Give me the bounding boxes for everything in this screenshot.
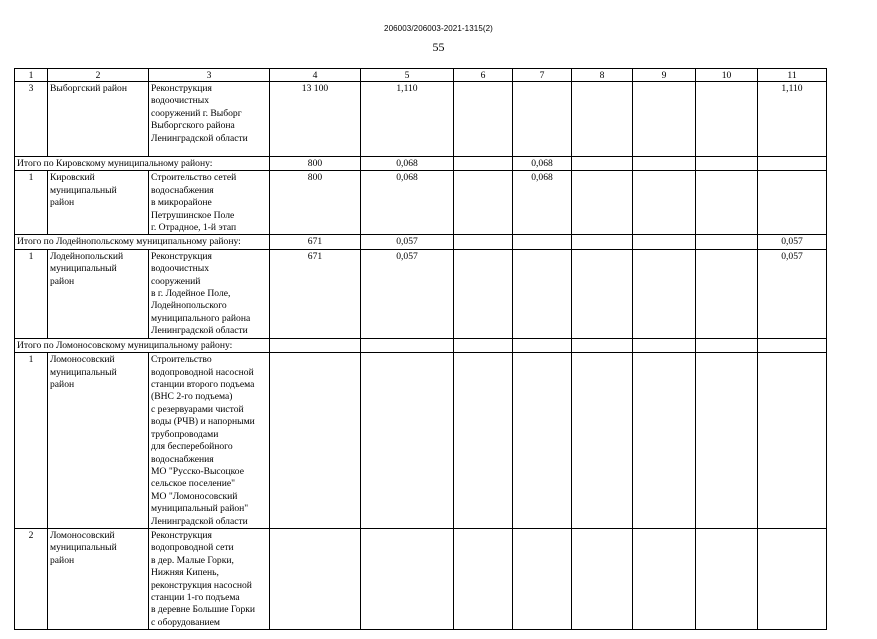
cell-col6 [454, 157, 513, 171]
cell-line: в дер. Малые Горки, [151, 554, 234, 566]
cell-line: Петрушинское Поле [151, 209, 235, 221]
table-row [15, 82, 827, 157]
cell-col8 [572, 157, 633, 171]
cell-col11 [758, 157, 827, 171]
column-header: 8 [572, 69, 633, 82]
cell-line: Строительство [151, 354, 212, 366]
cell-line: Лодейнопольского [151, 300, 227, 312]
cell-col10 [696, 82, 758, 157]
cell-line: МО "Русско-Высоцкое [151, 465, 244, 477]
row-number: 1 [15, 249, 48, 338]
description-cell [149, 82, 270, 157]
cell-col5: 1,110 [361, 82, 454, 157]
cell-col8 [572, 338, 633, 352]
cell-col11 [758, 338, 827, 352]
cell-line: Реконструкция [151, 250, 212, 262]
column-header: 1 [15, 69, 48, 82]
table-row [15, 171, 827, 235]
cell-line: в г. Лодейное Поле, [151, 288, 231, 300]
cell-line: район [50, 275, 75, 287]
cell-line: Ломоносовский [50, 354, 115, 366]
table-row [15, 353, 827, 529]
page-number: 55 [432, 40, 445, 54]
cell-col10 [696, 235, 758, 249]
cell-col9 [633, 157, 696, 171]
column-header: 6 [454, 69, 513, 82]
subtotal-row [15, 157, 827, 171]
cell-col7: 0,068 [513, 157, 572, 171]
cell-line: с оборудованием [151, 616, 220, 628]
cell-col11: 0,057 [758, 249, 827, 338]
row-number: 1 [15, 353, 48, 529]
cell-line: сельское поселение" [151, 478, 236, 490]
cell-line: муниципальный [50, 366, 117, 378]
description-cell [149, 528, 270, 629]
column-header: 3 [149, 69, 270, 82]
cell-line: водоочистных [151, 263, 209, 275]
table-row [15, 528, 827, 629]
cell-line: Ломоносовский [50, 529, 115, 541]
cell-line: в микрорайоне [151, 197, 212, 209]
cell-line: Реконструкция [151, 83, 212, 94]
cell-col4 [270, 338, 361, 352]
cell-line: водопроводной сети [151, 542, 234, 554]
cell-col8 [572, 249, 633, 338]
cell-col10 [696, 157, 758, 171]
cell-col7: 0,068 [513, 171, 572, 235]
cell-line: с резервуарами чистой [151, 403, 244, 415]
cell-line: водопроводной насосной [151, 366, 254, 378]
cell-col4 [270, 353, 361, 529]
cell-line: трубопроводами [151, 428, 219, 440]
subtotal-label: Итого по Кировскому муниципальному району: [15, 157, 270, 171]
cell-col7 [513, 528, 572, 629]
cell-col7 [513, 353, 572, 529]
cell-col4: 800 [270, 171, 361, 235]
cell-col6 [454, 171, 513, 235]
cell-col11 [758, 171, 827, 235]
cell-col8 [572, 235, 633, 249]
description-cell [149, 249, 270, 338]
cell-col5: 0,068 [361, 171, 454, 235]
cell-col6 [454, 235, 513, 249]
cell-col9 [633, 235, 696, 249]
cell-col8 [572, 82, 633, 157]
cell-line: МО "Ломоносовский [151, 490, 238, 502]
cell-line: станции второго подъема [151, 379, 255, 391]
subtotal-row [15, 235, 827, 249]
district-cell [48, 171, 149, 235]
cell-line: Выборгский район [50, 83, 127, 94]
cell-line: г. Отрадное, 1-й этап [151, 222, 237, 234]
column-header: 11 [758, 69, 827, 82]
cell-col7 [513, 82, 572, 157]
cell-line: водоочистных [151, 95, 209, 107]
column-header: 2 [48, 69, 149, 82]
cell-line: Ленинградской области [151, 132, 248, 144]
cell-line: Кировский [50, 172, 95, 184]
cell-line: сооружений г. Выборг [151, 107, 242, 119]
cell-line: водоснабжения [151, 453, 214, 465]
cell-col9 [633, 171, 696, 235]
cell-col6 [454, 82, 513, 157]
cell-col7 [513, 235, 572, 249]
cell-col4: 671 [270, 249, 361, 338]
cell-line: муниципальный [50, 263, 117, 275]
cell-col11 [758, 528, 827, 629]
cell-col4: 13 100 [270, 82, 361, 157]
district-cell [48, 528, 149, 629]
subtotal-label: Итого по Ломоносовскому муниципальному району: [15, 338, 270, 352]
column-header: 9 [633, 69, 696, 82]
cell-col6 [454, 353, 513, 529]
cell-col8 [572, 353, 633, 529]
cell-col6 [454, 338, 513, 352]
description-cell [149, 353, 270, 529]
cell-line: район [50, 197, 75, 209]
cell-col9 [633, 353, 696, 529]
cell-col10 [696, 338, 758, 352]
cell-col5 [361, 338, 454, 352]
cell-line: водоснабжения [151, 184, 214, 196]
cell-col11: 0,057 [758, 235, 827, 249]
cell-col9 [633, 249, 696, 338]
column-header: 4 [270, 69, 361, 82]
cell-col10 [696, 249, 758, 338]
cell-col7 [513, 338, 572, 352]
cell-col5: 0,068 [361, 157, 454, 171]
cell-col4 [270, 528, 361, 629]
cell-line: муниципальный район" [151, 503, 249, 515]
row-number: 1 [15, 171, 48, 235]
row-number: 2 [15, 528, 48, 629]
cell-line: сооружений [151, 275, 201, 287]
row-number: 3 [15, 82, 48, 157]
data-table [14, 68, 827, 630]
cell-line: (ВНС 2-го подъема) [151, 391, 233, 403]
cell-line: в деревне Большие Горки [151, 604, 256, 616]
cell-line: станции 1-го подъема [151, 591, 240, 603]
cell-line: воды (РЧВ) и напорными [151, 416, 255, 428]
cell-col5: 0,057 [361, 249, 454, 338]
cell-col4: 671 [270, 235, 361, 249]
document-id: 206003/206003-2021-1315(2) [384, 24, 493, 33]
district-cell [48, 82, 149, 157]
cell-line: реконструкция насосной [151, 579, 252, 591]
cell-col4: 800 [270, 157, 361, 171]
cell-col9 [633, 82, 696, 157]
district-cell [48, 353, 149, 529]
cell-line: Лодейнопольский [50, 250, 124, 262]
table-row [15, 249, 827, 338]
cell-line: район [50, 379, 75, 391]
cell-col9 [633, 528, 696, 629]
cell-col7 [513, 249, 572, 338]
cell-line: муниципальный [50, 184, 117, 196]
cell-line: для бесперебойного [151, 441, 233, 453]
cell-line: Строительство сетей [151, 172, 237, 184]
cell-col10 [696, 171, 758, 235]
cell-col11 [758, 353, 827, 529]
cell-col5 [361, 528, 454, 629]
cell-line: муниципального района [151, 312, 251, 324]
cell-line: Нижняя Кипень, [151, 567, 219, 579]
column-header: 5 [361, 69, 454, 82]
cell-line: Реконструкция [151, 529, 212, 541]
cell-col6 [454, 528, 513, 629]
cell-line: Ленинградской области [151, 325, 248, 337]
cell-col5 [361, 353, 454, 529]
column-header-row [15, 69, 827, 82]
district-cell [48, 249, 149, 338]
cell-col8 [572, 528, 633, 629]
cell-col10 [696, 528, 758, 629]
cell-line: Ленинградской области [151, 515, 248, 527]
column-header: 10 [696, 69, 758, 82]
subtotal-row [15, 338, 827, 352]
subtotal-label: Итого по Лодейнопольскому муниципальному району: [15, 235, 270, 249]
cell-col11: 1,110 [758, 82, 827, 157]
cell-line: район [50, 554, 75, 566]
cell-line: муниципальный [50, 542, 117, 554]
cell-col8 [572, 171, 633, 235]
cell-col10 [696, 353, 758, 529]
description-cell [149, 171, 270, 235]
cell-col9 [633, 338, 696, 352]
cell-col5: 0,057 [361, 235, 454, 249]
cell-col6 [454, 249, 513, 338]
cell-line: Выборгского района [151, 120, 235, 132]
column-header: 7 [513, 69, 572, 82]
